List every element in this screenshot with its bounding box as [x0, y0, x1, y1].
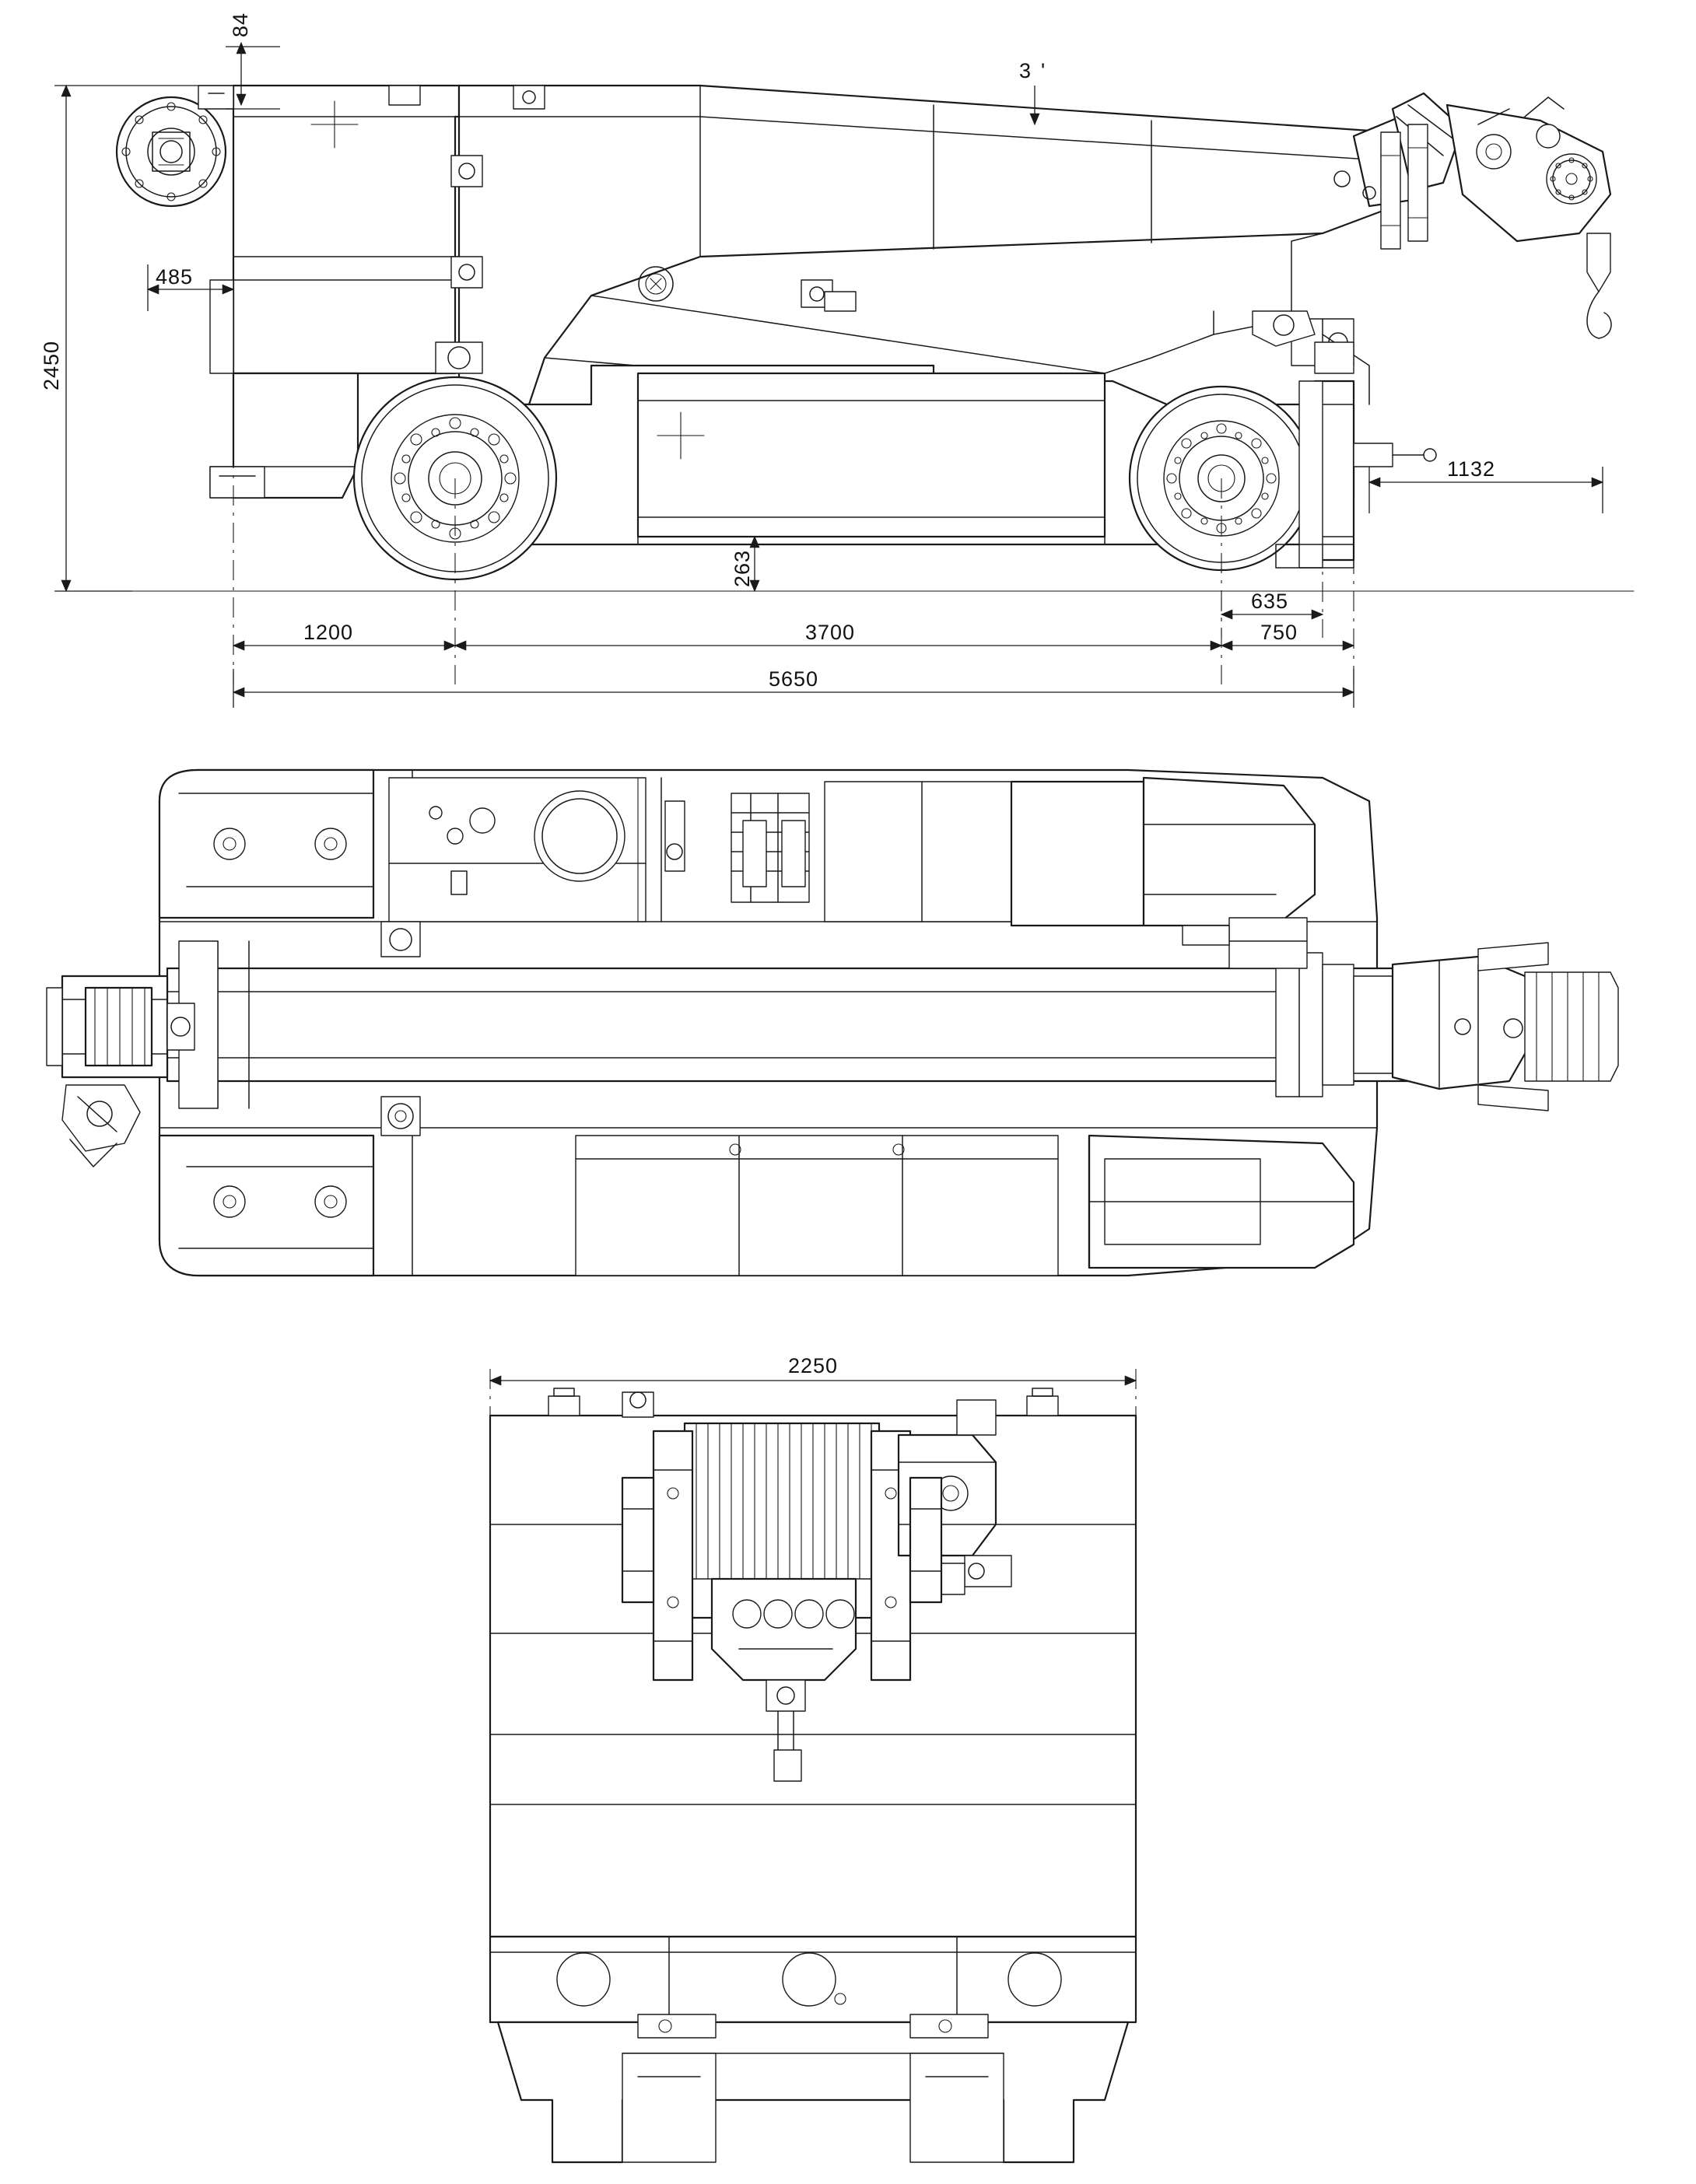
dim-2250: 2250 — [787, 1354, 839, 1377]
dim-3700: 3700 — [805, 621, 856, 644]
rear-elevation-view — [490, 1388, 1136, 2162]
dim-1132: 1132 — [1447, 457, 1496, 481]
dim-485: 485 — [156, 265, 194, 289]
side-elevation-view — [78, 86, 1634, 591]
dim-263: 263 — [731, 549, 754, 587]
dim-2450: 2450 — [40, 340, 63, 391]
dim-1200: 1200 — [303, 621, 354, 644]
dim-5650: 5650 — [768, 667, 819, 691]
dim-3-suffix: ' — [1041, 59, 1046, 82]
top-plan-view — [47, 770, 1618, 1276]
dim-635: 635 — [1251, 590, 1289, 613]
dim-84: 84 — [229, 12, 252, 37]
dim-3: 3 — [1018, 59, 1032, 82]
dim-750: 750 — [1260, 621, 1298, 644]
